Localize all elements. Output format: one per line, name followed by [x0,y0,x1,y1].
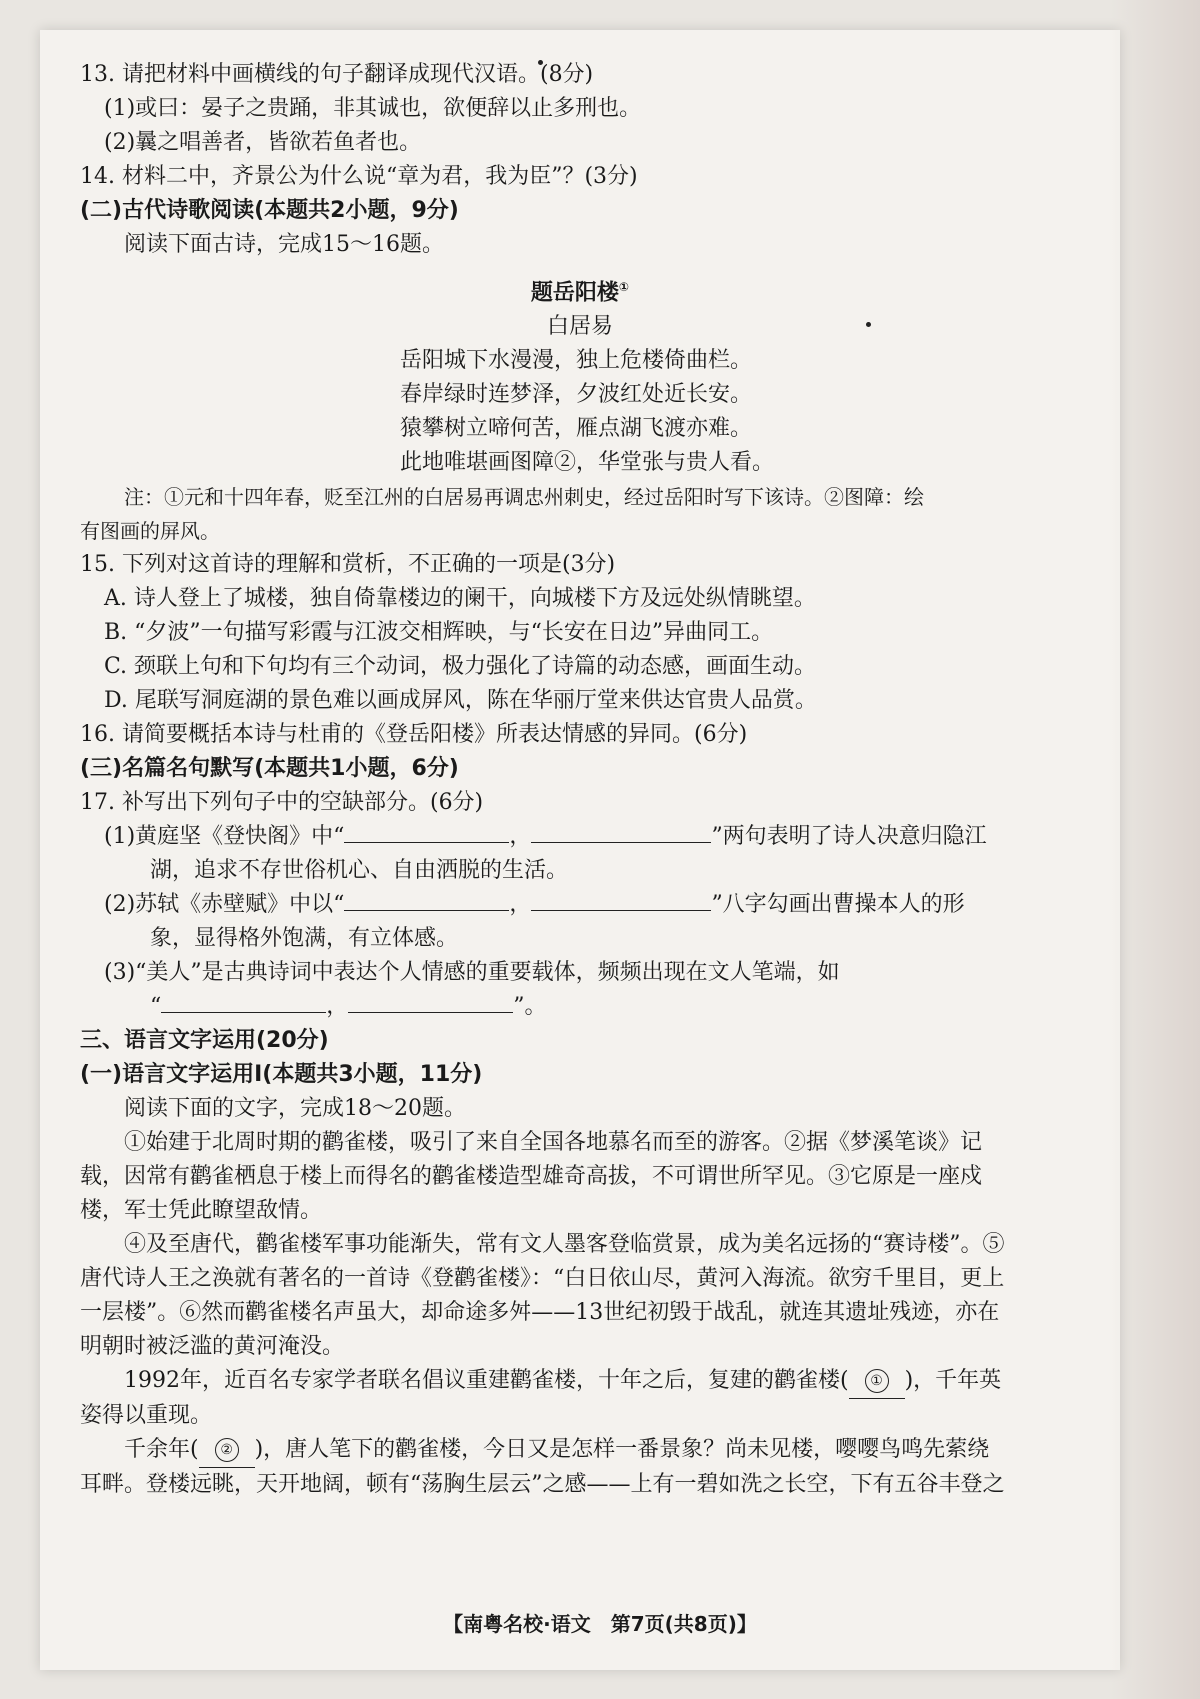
passage-line: ①始建于北周时期的鹳雀楼，吸引了来自全国各地慕名而至的游客。②据《梦溪笔谈》记 [124,1130,983,1156]
q15-option-b: B. “夕波”一句描写彩霞与江波交相辉映，与“长安在日边”异曲同工。 [104,620,774,646]
passage-line: ④及至唐代，鹳雀楼军事功能渐失，常有文人墨客登临赏景，成为美名远扬的“赛诗楼”。⑤ [124,1232,1005,1258]
q17-prompt: 17. 补写出下列句子中的空缺部分。(6分) [80,790,484,816]
passage-line: 楼，军士凭此瞭望敌情。 [80,1198,323,1224]
part-3-instruction: 阅读下面的文字，完成18～20题。 [124,1096,466,1122]
passage-line: 唐代诗人王之涣就有著名的一首诗《登鹳雀楼》：“白日依山尽，黄河入海流。欲穷千里目，更上 [80,1266,1005,1292]
page-footer: 【南粤名校·语文 第7页(共8页)】 [443,1612,757,1636]
q13-sentence-1: (1)或曰：晏子之贵踊，非其诚也，欲便辞以止多刑也。 [104,96,642,121]
q17-item-2-text: (2)苏轼《赤壁赋》中以“ [104,892,345,918]
part-3-subheading: (一)语言文字运用Ⅰ(本题共3小题，11分) [80,1062,483,1088]
answer-blank[interactable] [348,990,513,1013]
poem-note-cont: 有图画的屏风。 [80,519,220,544]
section-3-heading: (三)名篇名句默写(本题共1小题，6分) [80,756,459,782]
page-edge-shadow [1110,0,1200,1699]
blank-slot-1[interactable] [849,1364,905,1399]
passage-text: )，唐人笔下的鹳雀楼，今日又是怎样一番景象？尚未见楼，嘤嘤鸟鸣先萦绕 [254,1437,990,1463]
poem-author: 白居易 [546,314,613,340]
answer-blank[interactable] [161,990,326,1013]
q16-prompt: 16. 请简要概括本诗与杜甫的《登岳阳楼》所表达情感的异同。(6分) [80,722,748,748]
passage-line: 耳畔。登楼远眺，天开地阔，顿有“荡胸生层云”之感——上有一碧如洗之长空，下有五谷丰登之 [80,1472,1005,1498]
q17-item-1-tail: ”两句表明了诗人决意归隐江 [711,824,987,850]
q17-item-2-cont: 象，显得格外饱满，有立体感。 [150,926,459,952]
exam-content [80,58,1080,1502]
poem-title [80,270,1080,310]
q17-item-3: (3)“美人”是古典诗词中表达个人情感的重要载体，频频出现在文人笔端，如 [104,960,840,986]
passage-line [80,1433,1080,1468]
q17-item-1-text: (1)黄庭坚《登快阁》中“ [104,824,345,850]
q15-option-c: C. 颈联上句和下句均有三个动词，极力强化了诗篇的动态感，画面生动。 [104,654,817,680]
passage-line: 姿得以重现。 [80,1403,213,1429]
q17-item-1: (1)黄庭坚《登快阁》中“ ， ”两句表明了诗人决意归隐江 [80,820,1080,854]
q17-item-3-end: ”。 [513,994,547,1020]
poem-title-text: 题岳阳楼 [530,280,619,306]
passage-text: 1992年，近百名专家学者联名倡议重建鹳雀楼，十年之后，复建的鹳雀楼( [124,1368,849,1394]
q17-item-3-open-quote: “ [150,994,162,1020]
poem-line: 猿攀树立啼何苦，雁点湖飞渡亦难。 [400,416,753,442]
poem-note: 注：①元和十四年春，贬至江州的白居易再调忠州刺史，经过岳阳时写下该诗。②图障：绘 [124,485,924,510]
q14-prompt: 14. 材料二中，齐景公为什么说“章为君，我为臣”？(3分) [80,164,638,189]
passage-line [80,1364,1080,1399]
passage-text: 千余年( [124,1437,199,1463]
passage-text: )，千年英 [904,1368,1002,1394]
q15-option-d: D. 尾联写洞庭湖的景色难以画成屏风，陈在华丽厅堂来供达官贵人品赏。 [104,688,817,714]
passage-line: 载，因常有鹳雀栖息于楼上而得名的鹳雀楼造型雄奇高拔，不可谓世所罕见。③它原是一座戍 [80,1164,983,1190]
q15-option-a: A. 诗人登上了城楼，独自倚靠楼边的阑干，向城楼下方及远处纵情眺望。 [104,586,816,612]
passage-line: 明朝时被泛滥的黄河淹没。 [80,1334,345,1360]
poem-title-note: ① [618,280,630,294]
answer-blank[interactable] [344,820,509,843]
poem-line: 春岸绿时连梦泽，夕波红处近长安。 [400,382,753,408]
circled-number: ① [865,1369,889,1393]
poem-line: 此地唯堪画图障②，华堂张与贵人看。 [400,450,775,476]
q17-item-1-cont: 湖，追求不存世俗机心、自由洒脱的生活。 [150,858,569,884]
answer-blank[interactable] [531,888,711,911]
q15-prompt: 15. 下列对这首诗的理解和赏析，不正确的一项是(3分) [80,552,616,578]
section-2-instruction: 阅读下面古诗，完成15～16题。 [124,232,444,257]
q17-item-2-tail: ”八字勾画出曹操本人的形 [711,892,965,918]
q17-item-2: (2)苏轼《赤壁赋》中以“ ， ”八字勾画出曹操本人的形 [80,888,1080,922]
answer-blank[interactable] [344,888,509,911]
poem-line: 岳阳城下水漫漫，独上危楼倚曲栏。 [400,348,753,374]
circled-number: ② [215,1438,239,1462]
section-2-heading: (二)古代诗歌阅读(本题共2小题，9分) [80,198,459,223]
q17-item-3-cont: “ ， ”。 [80,990,1080,1024]
q13-sentence-2: (2)曩之唱善者，皆欲若鱼者也。 [104,130,422,155]
part-3-heading: 三、语言文字运用(20分) [80,1028,329,1054]
blank-slot-2[interactable] [199,1433,255,1468]
answer-blank[interactable] [531,820,711,843]
q13-prompt: 13. 请把材料中画横线的句子翻译成现代汉语。(8分) [80,62,594,87]
passage-line: 一层楼”。⑥然而鹳雀楼名声虽大，却命途多舛——13世纪初毁于战乱，就连其遗址残迹，亦在 [80,1300,1000,1326]
